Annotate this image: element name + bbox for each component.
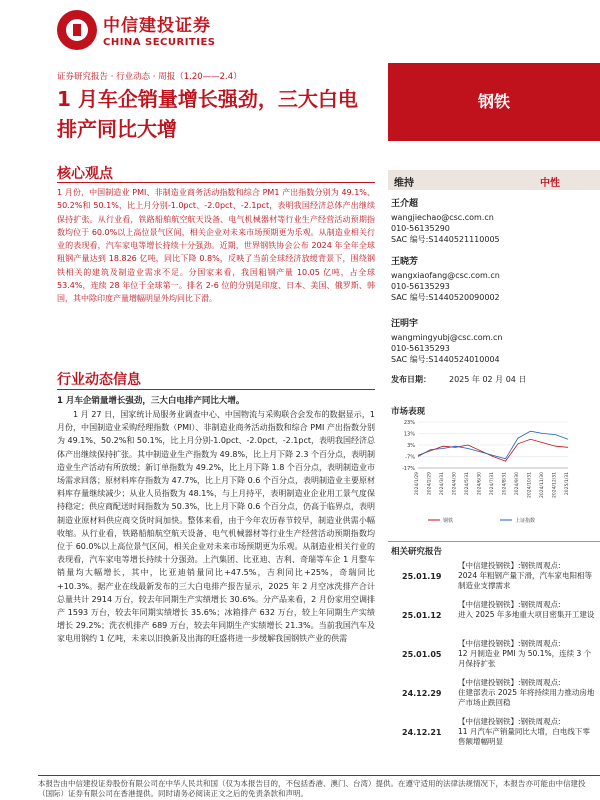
rating-label: 维持 [394,178,414,189]
sector-name: 钢铁 [477,92,510,111]
logo-name-en: CHINA SECURITIES [103,37,216,48]
related-source: 【中信建投钢铁】:钢铁周观点: [458,678,561,687]
related-source: 【中信建投钢铁】:钢铁周观点: [458,639,561,648]
analyst-email[interactable]: wangmingyubj@csc.com.cn [391,333,503,342]
x-tick-label: 2024/5/31 [465,472,470,496]
analyst-email[interactable]: wangxiaofang@csc.com.cn [391,271,500,280]
y-tick-label: 13% [403,431,415,438]
x-tick-label: 2024/12/31 [552,472,558,498]
related-source: 【中信建投钢铁】:钢铁周观点: [458,600,561,609]
rating-bar [388,170,600,190]
logo-mark-icon [57,10,97,50]
related-title[interactable]: 2024 年粗钢产量下滑，汽车家电阳相等制造业支撑需求 [458,571,592,590]
analyst-name: 王介超 [391,199,419,209]
x-tick-label: 2024/6/30 [477,472,483,496]
sector-banner [388,63,600,141]
analyst-phone: 010-56135290 [391,224,450,233]
related-item[interactable] [388,674,600,713]
y-tick-label: 23% [403,420,415,426]
x-tick-label: 2024/7/31 [490,472,495,496]
y-tick-label: -17% [402,466,415,472]
related-title[interactable]: 12 月制造业 PMI 为 50.1%，连续 3 个月保持扩张 [458,649,592,668]
market-heading: 市场表现 [391,407,426,417]
related-list [388,557,600,752]
x-tick-label: 2024/4/30 [452,472,458,496]
x-tick-label: 2024/8/31 [502,472,508,496]
x-tick-label: 2024/1/29 [415,472,420,496]
x-tick-label: 2024/9/30 [515,472,520,496]
market-chart [388,416,600,534]
core-heading: 核心观点 [57,166,113,182]
analyst-sac: SAC 编号:S1440521110005 [391,235,500,244]
core-text: 1 月份，中国制造业 PMI、非制造业商务活动指数和综合 PM1 产出指数分别为 49.1%、50.2%和 50.1%，比上月分别-1.0pct、-2.0pct、-2.1pct，表明我国经济总体产出继续保持扩张。从行业看，铁路船舶航空航天设备、电气机械器材等行业生产经营活动预期指数均位于 60.0%以上高位景气区间，相关企业对未来市场预期更为乐观。从制造业相关行业的表现看，汽车家电等增长持续十分强劲。近期，世界钢铁协会公布 2024 年全年全球粗钢产量达到 18.826 亿吨，同比下降 0.8%，反映了当前全球经济放缓背景下，围绕钢铁相关的建筑及制造业需求不足。分国家来看，我国粗钢产量 10.05 亿吨，占全球 53.4%，连续 28 年位于全球第一。排名 2-6 位的分别是印度、日本、美国、俄罗斯、韩国，其中除印度产量增幅明显外均同比下滑。 [57,188,375,304]
company-logo [57,10,232,54]
related-title[interactable]: 进入 2025 年多地重大项目密集开工建设 [458,610,595,619]
analyst-card [391,254,596,303]
publish-date-value: 2025 年 02 月 04 日 [449,375,527,384]
logo-name-cn: 中信建投证券 [103,16,211,36]
related-date: 25.01.05 [402,650,442,659]
related-divider [388,541,600,542]
related-source: 【中信建投钢铁】:钢铁周观点: [458,717,561,726]
market-chart-svg [388,416,600,534]
analyst-sac: SAC 编号:S1440520090002 [391,293,500,302]
analyst-card [391,316,596,365]
x-tick-label: 2024/3/31 [440,472,445,496]
related-date: 25.01.12 [402,611,442,620]
related-item[interactable] [388,713,600,752]
industry-text: 1 月 27 日，国家统计局服务业调查中心、中国物流与采购联合会发布的数据显示，1 月份，中国制造业采购经理指数（PMI）、非制造业商务活动指数和综合 PMI 产出指数分别为 49.1%、50.2%和 50.1%，比上月分别-1.0pct、-2.0pct、-2.1pct，表明我国经济总体产出继续保持扩张。其中制造业生产指数为 49.8%，比上月下降 2.3 个百分点，表明制造业生产活动有所放缓；新订单指数为 49.2%，比上月下降 1.8 个百分点，表明制造业市场需求回落；原材料库存指数为 47.7%，比上月下降 0.6 个百分点，表明制造业主要原材料库存量继续减少；从业人员指数为 48.1%，与上月持平，表明制造业企业用工景气度保持稳定；供应商配送时间指数为 50.3%，比上月下降 0.6 个百分点，仍高于临界点，表明制造业原材料供应商交货时间加快。整体来看，由于今年农历春节较早，制造业供需小幅收缩。从行业看，铁路船舶航空航天设备、电气机械器材等行业生产经营活动预期指数均位于 60.0%以上高位景气区间，相关企业对未来市场预期更为乐观。从制造业相关行业的表现看，汽车家电等增长持续十分强劲。上汽集团、比亚迪、吉利、奇瑞等车企 1 月整车销量均大幅增长，其中，比亚迪销量同比+47.5%，吉利同比+25%，奇瑞同比+10.3%。据产业在线最新发布的三大白电排产报告显示，2025 年 2 月空冰洗排产合计总量共计 2914 万台，较去年同期生产实绩增长 30.6%。分产品来看，2 月份家用空调排产 1593 万台，较去年同期实绩增长 35.6%；冰箱排产 632 万台，较上年同期生产实绩增长 29.2%；洗衣机排产 689 万台，较去年同期生产实绩增长 21.3%。当前我国汽车及家电用钢约 1 亿吨，未来以旧换新及出海的旺盛将进一步缓解我国钢铁产业的供需 [57,410,375,644]
publish-date [391,374,526,385]
industry-divider [57,389,375,390]
x-tick-label: 2024/10/31 [527,472,533,498]
x-tick-label: 2024/11/30 [540,472,545,498]
core-divider [57,182,375,183]
related-heading: 相关研究报告 [391,547,443,557]
analyst-phone: 010-56135293 [391,344,450,353]
publish-date-label: 发布日期： [391,375,431,384]
y-tick-label: 3% [407,443,415,449]
series-line [418,439,568,461]
report-meta: 证券研究报告 · 行业动态 · 周报（1.20——2.4） [57,72,242,82]
analyst-card [391,196,596,245]
footer-disclaimer: 本报告由中信建投证券股份有限公司在中华人民共和国（仅为本报告目的，不包括香港、澳门、台湾）提供。在遵守适用的法律法规情况下，本报告亦可能由中信建投（国际）证券有限公司在香港提供。同时请务必阅读正文之后的免责条款和声明。 [38,779,586,798]
footer-divider [38,775,600,776]
y-tick-label: -7% [405,454,415,461]
related-title[interactable]: 11 月汽车产销量同比大增，白电线下零售额增幅明显 [458,727,590,746]
legend-label: 上证指数 [515,518,536,524]
report-title: 1 月车企销量增长强劲，三大白电排产同比大增 [57,87,358,141]
related-date: 24.12.29 [402,689,442,698]
related-date: 25.01.19 [402,572,442,581]
analyst-name: 汪明宇 [391,319,419,329]
legend-label: 钢铁 [443,518,454,524]
analyst-sac: SAC 编号:S1440524010004 [391,355,500,364]
related-date: 24.12.21 [402,728,442,737]
analyst-email[interactable]: wangjiechao@csc.com.cn [391,213,494,222]
x-tick-label: 2024/2/29 [427,472,433,496]
related-source: 【中信建投钢铁】:钢铁周观点: [458,561,561,570]
analyst-phone: 010-56135293 [391,282,450,291]
industry-subheading: 1 月车企销量增长强劲，三大白电排产同比大增。 [57,396,245,406]
related-title[interactable]: 住建部表示 2025 年将持续用力推动房地产市场止跌回稳 [458,688,595,707]
industry-heading: 行业动态信息 [57,372,141,388]
x-tick-label: 2025/1/31 [565,472,570,496]
related-item[interactable] [388,596,600,635]
related-item[interactable] [388,557,600,596]
rating-value: 中性 [540,178,560,189]
related-item[interactable] [388,635,600,674]
analyst-name: 王晓芳 [391,257,419,267]
